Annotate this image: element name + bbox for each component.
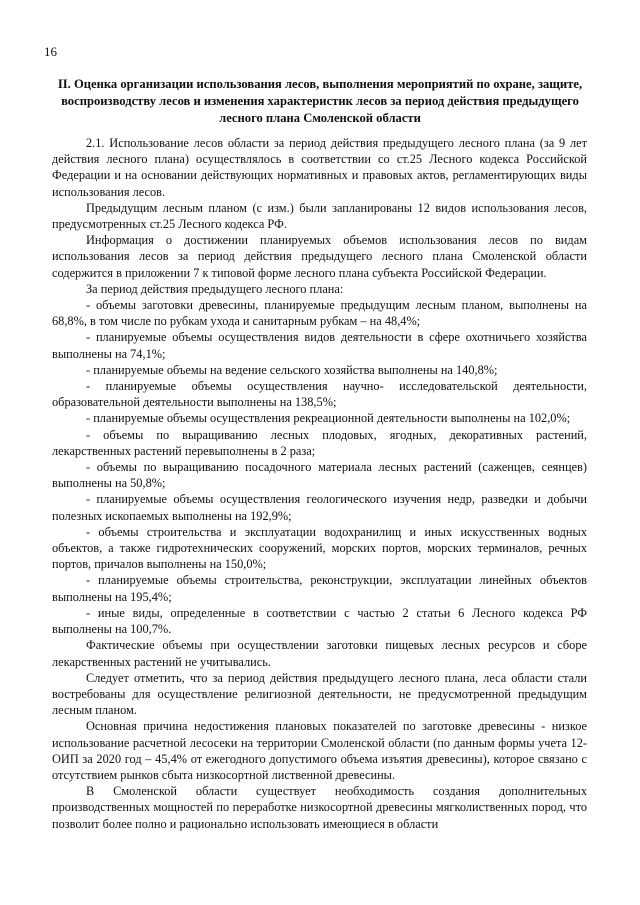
page-number: 16	[44, 44, 57, 59]
paragraph: Информация о достижении планируемых объемов использования лесов по видам использования лесов за период действия предыдущего лесного плана Смоленской области содержится в приложении 7 к типовой форме лесного плана субъекта Российской Федерации.	[52, 233, 587, 280]
body-text	[52, 135, 587, 832]
list-item: - объемы заготовки древесины, планируемые предыдущим лесным планом, выполнены на 68,8%, в том числе по рубкам ухода и санитарным рубкам – на 48,4%;	[52, 298, 587, 329]
list-item: - планируемые объемы осуществления рекреационной деятельности выполнены на 102,0%;	[86, 411, 571, 426]
paragraph: За период действия предыдущего лесного плана:	[86, 281, 344, 296]
list-item: - объемы по выращиванию посадочного материала лесных растений (саженцев, сеянцев) выполнены на 50,8%;	[52, 460, 587, 491]
list-item: - иные виды, определенные в соответствии с частью 2 статьи 6 Лесного кодекса РФ выполнены на 100,7%.	[52, 605, 587, 637]
list-item: - планируемые объемы осуществления научно- исследовательской деятельности, образовательной деятельности выполнены на 138,5%;	[52, 379, 587, 410]
list-item: - планируемые объемы осуществления видов деятельности в сфере охотничьего хозяйства выполнены на 74,1%;	[52, 330, 587, 361]
list-item: - объемы по выращиванию лесных плодовых, ягодных, декоративных растений, лекарственных растений перевыполнены в 2 раза;	[52, 427, 587, 458]
paragraph: Предыдущим лесным планом (с изм.) были запланированы 12 видов использования лесов, предусмотренных ст.25 Лесного кодекса РФ.	[52, 200, 587, 232]
paragraph: Основная причина недостижения плановых показателей по заготовке древесины - низкое использование расчетной лесосеки на территории Смоленской области (по данным формы учета 12-ОИП за 2020 год – 45,4% от ежегодного допустимого объема изъятия древесины), которое связано с отсутствием рынков сбыта низкосортной лиственной древесины.	[52, 719, 587, 782]
paragraph: Следует отметить, что за период действия предыдущего лесного плана, леса области стали востребованы для осуществление религиозной деятельности, не предусмотренной предыдущим лесным планом.	[52, 670, 587, 718]
section-heading: II. Оценка организации использования лесов, выполнения мероприятий по охране, защите, воспроизводству лесов и изменения характеристик лесов за период действия предыдущего лесного плана Смоленской области	[57, 77, 583, 125]
list-item: - планируемые объемы осуществления геологического изучения недр, разведки и добычи полезных ископаемых выполнены на 192,9%;	[52, 492, 587, 523]
list-item: - объемы строительства и эксплуатации водохранилищ и иных искусственных водных объектов, а также гидротехнических сооружений, морских портов, морских терминалов, речных портов, причалов выполнены на 150,0%;	[52, 524, 587, 572]
paragraph: В Смоленской области существует необходимость создания дополнительных производственных мощностей по переработке низкосортной древесины мягколиственных пород, что позволит более полно и рационально использовать имеющиеся в области	[52, 784, 587, 831]
paragraph: 2.1. Использование лесов области за период действия предыдущего лесного плана (за 9 лет действия лесного плана) осуществлялось в соответствии со ст.25 Лесного кодекса Российской Федерации и на основании действующих нормативных и правовых актов, регламентирующих виды использования лесов.	[52, 136, 587, 199]
paragraph: Фактические объемы при осуществлении заготовки пищевых лесных ресурсов и сборе лекарственных растений не учитывались.	[52, 638, 587, 669]
list-item: - планируемые объемы на ведение сельского хозяйства выполнены на 140,8%;	[86, 362, 498, 377]
list-item: - планируемые объемы строительства, реконструкции, эксплуатации линейных объектов выполнены на 195,4%;	[52, 573, 587, 604]
